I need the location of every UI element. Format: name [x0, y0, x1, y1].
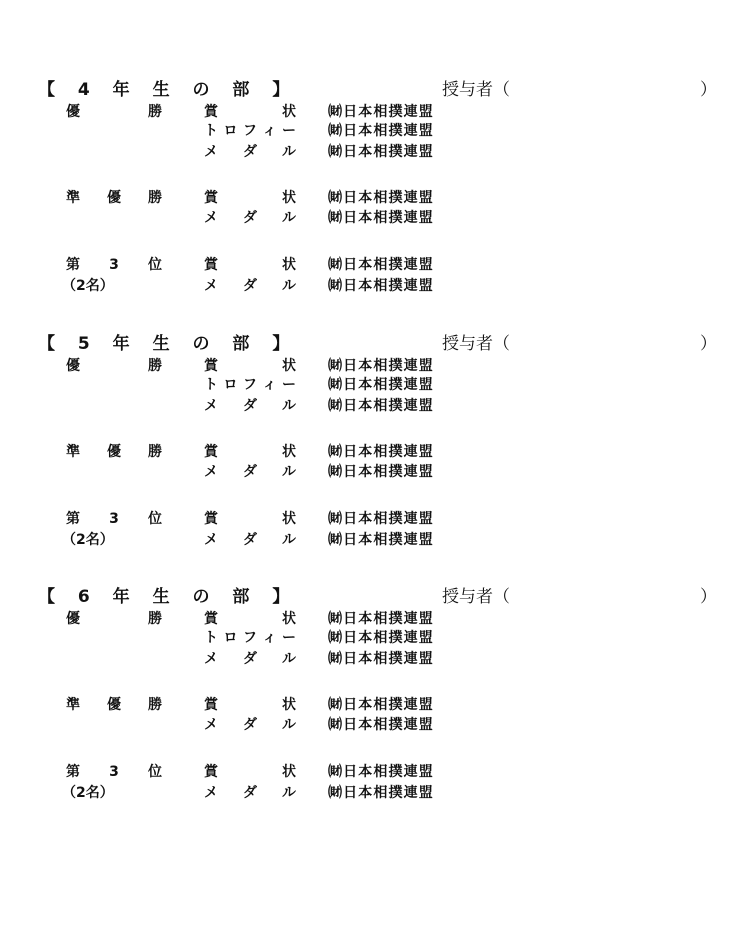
award-char: 状	[282, 511, 296, 527]
award-char: 状	[282, 257, 296, 273]
award-row	[0, 189, 755, 207]
rank-count: （2名）	[62, 532, 114, 548]
award-type	[204, 610, 296, 628]
award-row	[0, 397, 755, 415]
award-char: メ	[204, 651, 218, 667]
award-char: ル	[282, 144, 296, 160]
award-type	[204, 763, 296, 781]
rank-char: 優	[107, 190, 121, 206]
award-row	[0, 256, 755, 274]
rank-char: 勝	[148, 104, 162, 120]
award-type	[204, 277, 296, 295]
awarding-organization: ㈶日本相撲連盟	[328, 532, 434, 548]
rank-char: 3	[109, 511, 119, 527]
award-char: 賞	[204, 511, 218, 527]
award-char: ロ	[223, 123, 238, 139]
award-char: ル	[282, 398, 296, 414]
award-row	[0, 696, 755, 714]
award-type	[204, 650, 296, 668]
rank-char: 準	[66, 190, 80, 206]
rank-label	[66, 189, 162, 207]
award-char: 賞	[204, 257, 218, 273]
awarding-organization: ㈶日本相撲連盟	[328, 377, 434, 393]
award-char: ル	[282, 785, 296, 801]
presenter-label: 授与者（	[442, 587, 510, 607]
awarding-organization: ㈶日本相撲連盟	[328, 630, 434, 646]
awarding-organization: ㈶日本相撲連盟	[328, 190, 434, 206]
award-type	[204, 716, 296, 734]
award-char: ル	[282, 532, 296, 548]
award-type	[204, 784, 296, 802]
rank-char: 第	[66, 511, 80, 527]
presenter-close-paren: ）	[700, 587, 717, 607]
awarding-organization: ㈶日本相撲連盟	[328, 717, 434, 733]
award-type	[204, 143, 296, 161]
rank-char: 優	[107, 697, 121, 713]
award-char: 状	[282, 190, 296, 206]
rank-char: 準	[66, 697, 80, 713]
award-char: ロ	[223, 377, 238, 393]
awarding-organization: ㈶日本相撲連盟	[328, 464, 434, 480]
rank-char: 優	[66, 358, 80, 374]
award-char: メ	[204, 278, 218, 294]
rank-char: 第	[66, 257, 80, 273]
rank-char: 3	[109, 257, 119, 273]
awarding-organization: ㈶日本相撲連盟	[328, 651, 434, 667]
award-type	[204, 629, 296, 647]
presenter-close-paren: ）	[700, 80, 717, 100]
award-char: 賞	[204, 104, 218, 120]
award-row	[0, 510, 755, 528]
rank-label	[66, 696, 162, 714]
awarding-organization: ㈶日本相撲連盟	[328, 257, 434, 273]
rank-label	[66, 443, 162, 461]
award-char: 状	[282, 611, 296, 627]
award-char: 賞	[204, 764, 218, 780]
section-title: 【 5 年 生 の 部 】	[38, 334, 298, 354]
award-char: ィ	[262, 123, 277, 139]
rank-char: 勝	[148, 358, 162, 374]
rank-char: 勝	[148, 611, 162, 627]
award-char: ダ	[243, 532, 257, 548]
rank-char: 優	[107, 444, 121, 460]
rank-char: 第	[66, 764, 80, 780]
award-char: ィ	[262, 377, 277, 393]
rank-label	[66, 103, 162, 121]
awarding-organization: ㈶日本相撲連盟	[328, 511, 434, 527]
award-row	[0, 629, 755, 647]
award-char: ト	[204, 123, 218, 139]
award-char: ト	[204, 630, 218, 646]
award-row	[0, 376, 755, 394]
presenter-label: 授与者（	[442, 80, 510, 100]
award-row	[0, 763, 755, 781]
award-char: 状	[282, 764, 296, 780]
award-char: 賞	[204, 358, 218, 374]
grade-section	[0, 334, 755, 578]
award-row	[0, 277, 755, 295]
rank-count: （2名）	[62, 278, 114, 294]
rank-label	[66, 510, 162, 528]
presenter-close-paren: ）	[700, 334, 717, 354]
award-char: ィ	[262, 630, 277, 646]
rank-char: 準	[66, 444, 80, 460]
award-row	[0, 122, 755, 140]
award-row	[0, 443, 755, 461]
award-row	[0, 209, 755, 227]
award-char: メ	[204, 785, 218, 801]
award-row	[0, 103, 755, 121]
awarding-organization: ㈶日本相撲連盟	[328, 611, 434, 627]
rank-count: （2名）	[62, 785, 114, 801]
award-type	[204, 510, 296, 528]
award-char: ダ	[243, 785, 257, 801]
grade-section	[0, 587, 755, 831]
award-type	[204, 463, 296, 481]
award-char: ダ	[243, 717, 257, 733]
rank-char: 勝	[148, 444, 162, 460]
rank-label	[66, 357, 162, 375]
award-char: フ	[243, 377, 257, 393]
award-char: ー	[282, 377, 296, 393]
award-row	[0, 531, 755, 549]
award-char: ロ	[223, 630, 238, 646]
award-type	[204, 531, 296, 549]
awarding-organization: ㈶日本相撲連盟	[328, 444, 434, 460]
award-char: ダ	[243, 398, 257, 414]
award-char: ル	[282, 278, 296, 294]
award-row	[0, 463, 755, 481]
award-char: ダ	[243, 464, 257, 480]
award-row	[0, 610, 755, 628]
award-type	[204, 443, 296, 461]
rank-char: 位	[148, 764, 162, 780]
award-row	[0, 784, 755, 802]
rank-char: 優	[66, 611, 80, 627]
award-type	[204, 696, 296, 714]
award-char: 賞	[204, 190, 218, 206]
awarding-organization: ㈶日本相撲連盟	[328, 210, 434, 226]
award-type	[204, 357, 296, 375]
award-char: ル	[282, 210, 296, 226]
award-char: フ	[243, 123, 257, 139]
award-char: ダ	[243, 278, 257, 294]
award-char: メ	[204, 717, 218, 733]
award-char: 賞	[204, 444, 218, 460]
award-char: メ	[204, 210, 218, 226]
rank-char: 位	[148, 511, 162, 527]
award-char: ダ	[243, 210, 257, 226]
award-type	[204, 209, 296, 227]
awarding-organization: ㈶日本相撲連盟	[328, 104, 434, 120]
award-char: ー	[282, 123, 296, 139]
award-type	[204, 376, 296, 394]
award-char: 状	[282, 104, 296, 120]
awarding-organization: ㈶日本相撲連盟	[328, 785, 434, 801]
award-type	[204, 397, 296, 415]
award-char: 状	[282, 697, 296, 713]
award-char: メ	[204, 532, 218, 548]
section-title: 【 4 年 生 の 部 】	[38, 80, 298, 100]
rank-char: 位	[148, 257, 162, 273]
awarding-organization: ㈶日本相撲連盟	[328, 764, 434, 780]
rank-char: 勝	[148, 697, 162, 713]
award-char: ル	[282, 651, 296, 667]
rank-label	[66, 763, 162, 781]
presenter-label: 授与者（	[442, 334, 510, 354]
award-type	[204, 256, 296, 274]
award-row	[0, 650, 755, 668]
awarding-organization: ㈶日本相撲連盟	[328, 278, 434, 294]
award-row	[0, 357, 755, 375]
award-char: ル	[282, 464, 296, 480]
rank-char: 勝	[148, 190, 162, 206]
rank-label	[66, 610, 162, 628]
award-char: ル	[282, 717, 296, 733]
award-char: ト	[204, 377, 218, 393]
award-char: 状	[282, 444, 296, 460]
awarding-organization: ㈶日本相撲連盟	[328, 358, 434, 374]
awarding-organization: ㈶日本相撲連盟	[328, 123, 434, 139]
awarding-organization: ㈶日本相撲連盟	[328, 144, 434, 160]
rank-char: 優	[66, 104, 80, 120]
section-title: 【 6 年 生 の 部 】	[38, 587, 298, 607]
rank-char: 3	[109, 764, 119, 780]
award-char: 状	[282, 358, 296, 374]
grade-section	[0, 80, 755, 324]
award-char: メ	[204, 398, 218, 414]
award-char: ー	[282, 630, 296, 646]
award-char: フ	[243, 630, 257, 646]
rank-label	[66, 256, 162, 274]
award-row	[0, 143, 755, 161]
award-type	[204, 122, 296, 140]
award-char: ダ	[243, 144, 257, 160]
awarding-organization: ㈶日本相撲連盟	[328, 697, 434, 713]
award-row	[0, 716, 755, 734]
award-char: 賞	[204, 611, 218, 627]
award-char: メ	[204, 144, 218, 160]
award-char: メ	[204, 464, 218, 480]
award-type	[204, 103, 296, 121]
award-char: ダ	[243, 651, 257, 667]
award-char: 賞	[204, 697, 218, 713]
award-type	[204, 189, 296, 207]
awarding-organization: ㈶日本相撲連盟	[328, 398, 434, 414]
